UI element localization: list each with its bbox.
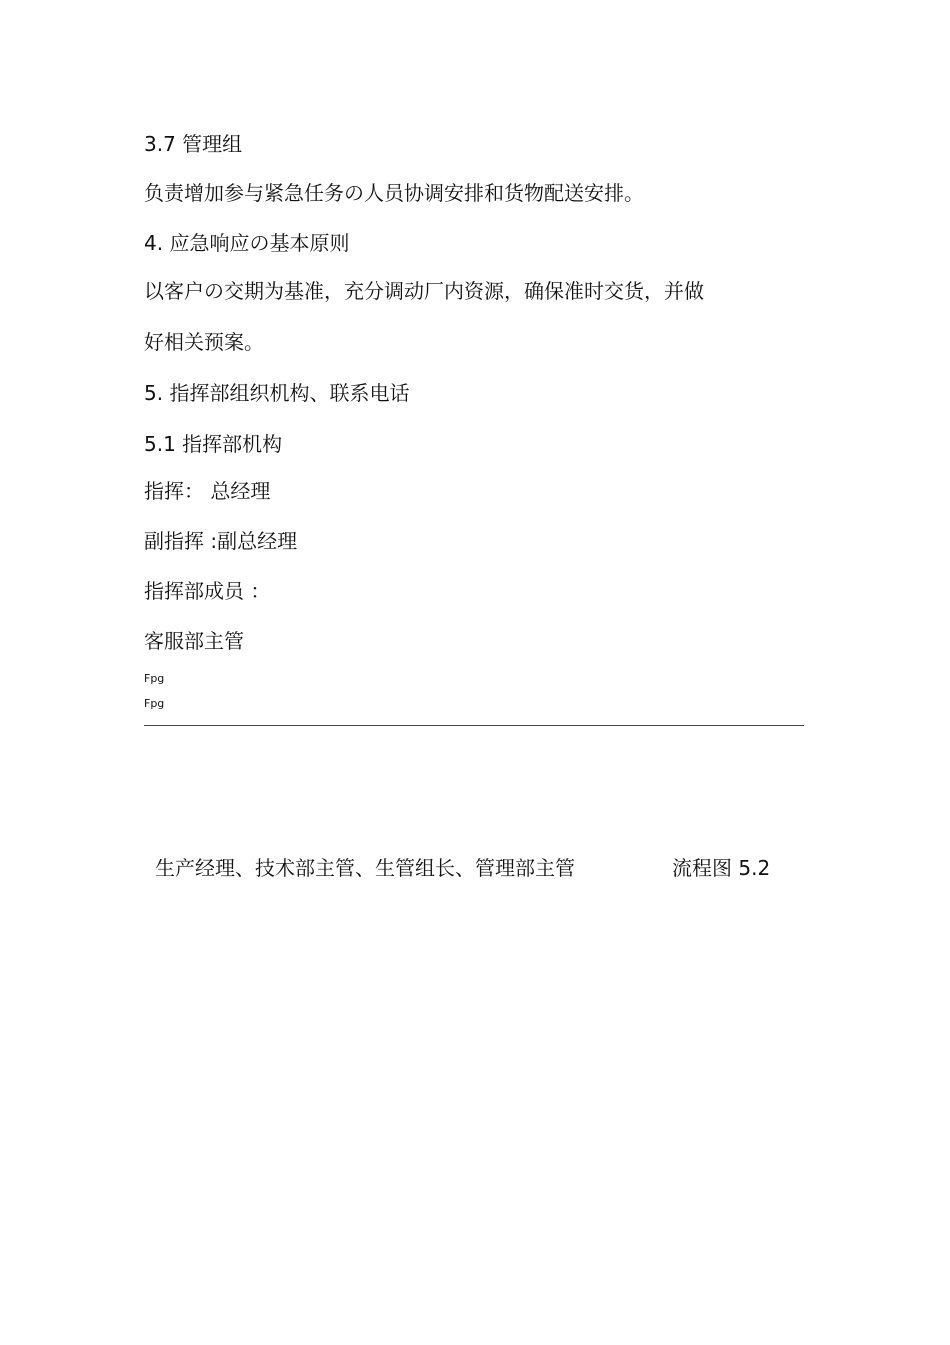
footer-mark: Fpg: [144, 697, 165, 710]
footer-mark: Fpg: [144, 672, 165, 685]
paragraph-management-duty: 负责增加参与紧急任务の人员协调安排和货物配送安排。: [144, 181, 644, 205]
horizontal-divider: [144, 725, 804, 726]
section-heading-4: 4. 应急响应の基本原则: [144, 231, 350, 255]
flowchart-label: 流程图 5.2: [672, 856, 771, 880]
section-heading-5: 5. 指挥部组织机构、联系电话: [144, 381, 410, 405]
section-heading-5-1: 5.1 指挥部机构: [144, 432, 283, 456]
section-heading-3-7: 3.7 管理组: [144, 132, 243, 156]
commander-line: 指挥： 总经理: [144, 479, 271, 503]
members-list: 生产经理、技术部主管、生管组长、管理部主管: [155, 856, 575, 880]
deputy-commander-line: 副指挥 :副总经理: [144, 529, 298, 553]
members-heading: 指挥部成员 ：: [144, 579, 271, 603]
customer-service-manager: 客服部主管: [144, 629, 244, 653]
paragraph-principle-line-1: 以客户の交期为基准，充分调动厂内资源，确保准时交货，并做: [144, 279, 704, 303]
paragraph-principle-line-2: 好相关预案。: [144, 330, 264, 354]
